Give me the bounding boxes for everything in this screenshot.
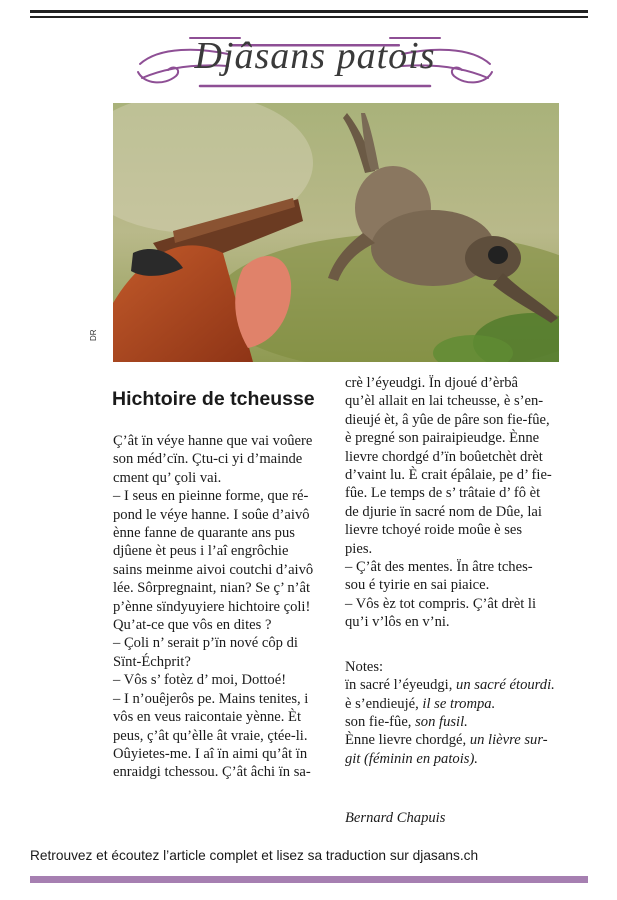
text-line: enraidgi tchessou. Ç’ât âchi ïn sa- <box>113 764 311 781</box>
note-translation: il se trompa. <box>422 695 496 712</box>
note-term: ïn sacré l’éyeudgi, <box>345 677 457 694</box>
text-line: crè l’éyeudgi. Ïn djoué d’èrbâ <box>345 375 519 391</box>
text-line: lée. Sôrpregnaint, nian? Se ç’ n’ât <box>113 580 311 597</box>
note-line <box>345 695 560 713</box>
text-line: sou é tyirie en sai piaice. <box>345 577 490 594</box>
text-line: d’vaint lu. È crait épâlaie, pe d’ fie- <box>345 467 552 484</box>
hare-hunting-photo <box>113 103 559 362</box>
text-line: Oûyietes-me. I aî ïn aimi qu’ât ïn <box>113 745 308 762</box>
text-line: vôs en veus raicontaie yènne. Èt <box>113 709 302 726</box>
note-translation: git (féminin en patois). <box>345 750 478 767</box>
text-line: lievre tchoyé roide moûe è ses <box>345 522 523 539</box>
text-line: – Vôs s’ fotèz d’ moi, Dottoé! <box>113 672 287 689</box>
text-line: – Ç’ât des mentes. Ïn âtre tches- <box>345 559 533 576</box>
note-term: è s’endieujé, <box>345 695 423 712</box>
note-term: son fie-fûe, <box>345 713 416 730</box>
text-line: – Vôs èz tot compris. Ç’ât drèt li <box>345 595 537 612</box>
text-line: fûe. Le temps de s’ trâtaie d’ fô èt <box>345 485 541 502</box>
article-column-right <box>345 374 560 768</box>
text-line: Sïnt-Échprit? <box>113 653 191 670</box>
notes-label: Notes: <box>345 658 384 675</box>
text-line: – I seus en pieinne forme, que ré- <box>113 488 309 505</box>
text-line: – Çoli n’ serait p’ïn nové côp di <box>113 635 298 652</box>
text-line: Qu’at-ce que vôs en dites ? <box>113 617 272 634</box>
note-line <box>345 750 560 768</box>
text-line: qu’i v’lôs en v’ni. <box>345 614 450 631</box>
note-translation: son fusil. <box>415 713 468 730</box>
text-line: pies. <box>345 540 373 557</box>
text-line: djûene èt peus i l’aî engrôchie <box>113 543 289 560</box>
text-line: è pregné son pairaipieudge. Ènne <box>345 430 540 447</box>
text-line: pond le véye hanne. I soûe d’aivô <box>113 506 310 523</box>
text-line: lievre chordgé d’ïn boûetchèt drèt <box>345 448 543 465</box>
photo-credit: DR <box>89 329 98 341</box>
text-line: son méd’cïn. Çtu-ci yi d’mainde <box>113 451 303 468</box>
text-line: dieujé èt, â yûe de pâre son fie-fûe, <box>345 411 550 428</box>
note-line <box>345 731 560 749</box>
text-line: ènne fanne de quarante ans pus <box>113 525 295 542</box>
text-line: qu’èl allait en lai tcheusse, è s’en- <box>345 393 544 410</box>
note-translation: un sacré étourdi. <box>456 677 555 694</box>
text-line: Ç’ât ïn véye hanne que vai voûere <box>113 433 313 449</box>
footer-bar <box>30 876 588 883</box>
section-title: Djâsans patois <box>194 35 436 77</box>
text-line: – I n’ouêjerôs pe. Mains tenites, i <box>113 690 309 707</box>
note-translation: un lièvre sur- <box>469 732 548 749</box>
section-header <box>130 26 500 96</box>
note-line <box>345 713 560 731</box>
text-line: cment qu’ çoli vai. <box>113 469 222 486</box>
top-rule-thick <box>30 10 588 13</box>
text-line: sains meinme aivoi coutchi d’aivô <box>113 561 314 578</box>
top-rule-thin <box>30 16 588 18</box>
footer-link-text[interactable]: Retrouvez et écoutez l’article complet et lisez sa traduction sur djasans.ch <box>30 848 479 863</box>
note-line <box>345 676 560 694</box>
article-title: Hichtoire de tcheusse <box>112 388 315 410</box>
text-line: p’ènne sïndyuyiere hichtoire çoli! <box>113 598 311 615</box>
text-line: de djurie ïn sacré nom de Dûe, lai <box>345 503 542 520</box>
article-column-left <box>113 432 326 782</box>
text-line: peus, ç’ât qu’èlle ât vraie, çtée-li. <box>113 727 308 744</box>
note-term: Ènne lievre chordgé, <box>345 732 470 749</box>
author-signature: Bernard Chapuis <box>345 810 446 826</box>
hare-photo-illustration-icon <box>113 103 559 362</box>
